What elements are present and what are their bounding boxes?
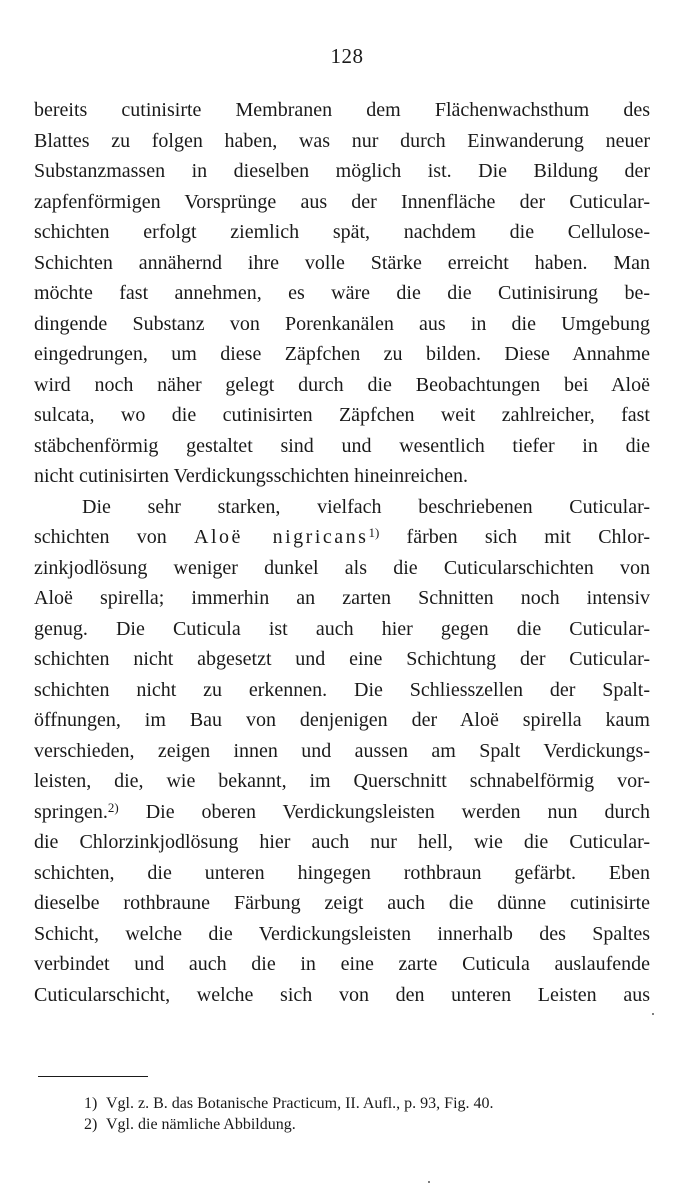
text-line: genug. Die Cuticula ist auch hier gegen die Cuticular- <box>34 617 650 640</box>
text-line: sulcata, wo die cutinisirten Zäpfchen weit zahlreicher, fast <box>34 404 650 426</box>
page-number: 128 <box>330 44 364 68</box>
text-line: Die sehr starken, vielfach beschriebenen Cuticular- <box>82 495 650 518</box>
text-line: Cuticularschicht, welche sich von den unteren Leisten aus <box>34 983 650 1006</box>
text-line-with-footnote-ref <box>34 797 650 828</box>
text-line: eingedrungen, um diese Zäpfchen zu bilden. Diese Annahme <box>34 343 650 365</box>
scan-speck <box>652 1013 654 1015</box>
text-line: dingende Substanz von Porenkanälen aus in die Umgebung <box>34 312 650 335</box>
footnote-ref-1: 1) <box>368 525 380 540</box>
footnote-number: 1) <box>84 1095 98 1112</box>
text-line: öffnungen, im Bau von denjenigen der Aloë spirella kaum <box>34 709 650 731</box>
footnote-1 <box>84 1093 664 1114</box>
text-line: verschieden, zeigen innen und aussen am Spalt Verdickungs- <box>34 739 650 762</box>
text-segment: springen. <box>34 800 108 823</box>
text-line: Substanzmassen in dieselben möglich ist. Die Bildung der <box>34 160 650 182</box>
footnote-ref-2: 2) <box>107 799 119 815</box>
text-line: schichten nicht zu erkennen. Die Schliesszellen der Spalt- <box>34 678 650 701</box>
text-line: wird noch näher gelegt durch die Beobachtungen bei Aloë <box>34 373 650 396</box>
text-segment: schichten von <box>34 526 195 548</box>
footnote-2 <box>84 1114 664 1135</box>
text-line: schichten erfolgt ziemlich spät, nachdem die Cellulose- <box>34 221 650 243</box>
text-line: Blattes zu folgen haben, was nur durch Einwanderung neuer <box>34 129 650 152</box>
footnotes <box>84 1093 664 1135</box>
text-line: Aloë spirella; immerhin an zarten Schnitten noch intensiv <box>34 587 650 609</box>
text-segment: färben sich mit Chlor- <box>379 526 651 548</box>
text-line: schichten nicht abgesetzt und eine Schichtung der Cuticular- <box>34 648 650 670</box>
text-line: dieselbe rothbraune Färbung zeigt auch die dünne cutinisirte <box>34 892 650 914</box>
footnote-text: Vgl. z. B. das Botanische Practicum, II. Aufl., p. 93, Fig. 40. <box>106 1095 494 1112</box>
species-name-spaced: Aloë nigricans <box>194 526 369 548</box>
text-line: leisten, die, wie bekannt, im Querschnitt schnabelförmig vor- <box>34 770 650 792</box>
text-line: stäbchenförmig gestaltet sind und wesentlich tiefer in die <box>34 434 650 457</box>
text-line: zinkjodlösung weniger dunkel als die Cuticularschichten von <box>34 556 650 579</box>
footnote-divider <box>38 1076 148 1077</box>
footnote-number: 2) <box>84 1116 98 1133</box>
text-line: bereits cutinisirte Membranen dem Flächenwachsthum des <box>34 99 650 121</box>
text-line: schichten, die unteren hingegen rothbraun gefärbt. Eben <box>34 861 650 884</box>
text-line: möchte fast annehmen, es wäre die die Cutinisirung be- <box>34 282 650 304</box>
text-line: Schichten annähernd ihre volle Stärke erreicht haben. Man <box>34 251 650 274</box>
text-line: zapfenförmigen Vorsprünge aus der Innenfläche der Cuticular- <box>34 190 650 213</box>
body-text <box>34 95 650 1010</box>
text-line: die Chlorzinkjodlösung hier auch nur hell, wie die Cuticular- <box>34 831 650 853</box>
text-line: nicht cutinisirten Verdickungsschichten hineinreichen. <box>34 465 468 487</box>
text-segment: Die oberen Verdickungsleisten werden nun durch <box>118 800 650 823</box>
text-line: Schicht, welche die Verdickungsleisten innerhalb des Spaltes <box>34 922 650 945</box>
text-line-with-footnote-ref <box>34 522 650 553</box>
text-line: verbindet und auch die in eine zarte Cuticula auslaufende <box>34 953 650 975</box>
footnote-text: Vgl. die nämliche Abbildung. <box>106 1116 296 1133</box>
scan-speck <box>428 1181 430 1183</box>
